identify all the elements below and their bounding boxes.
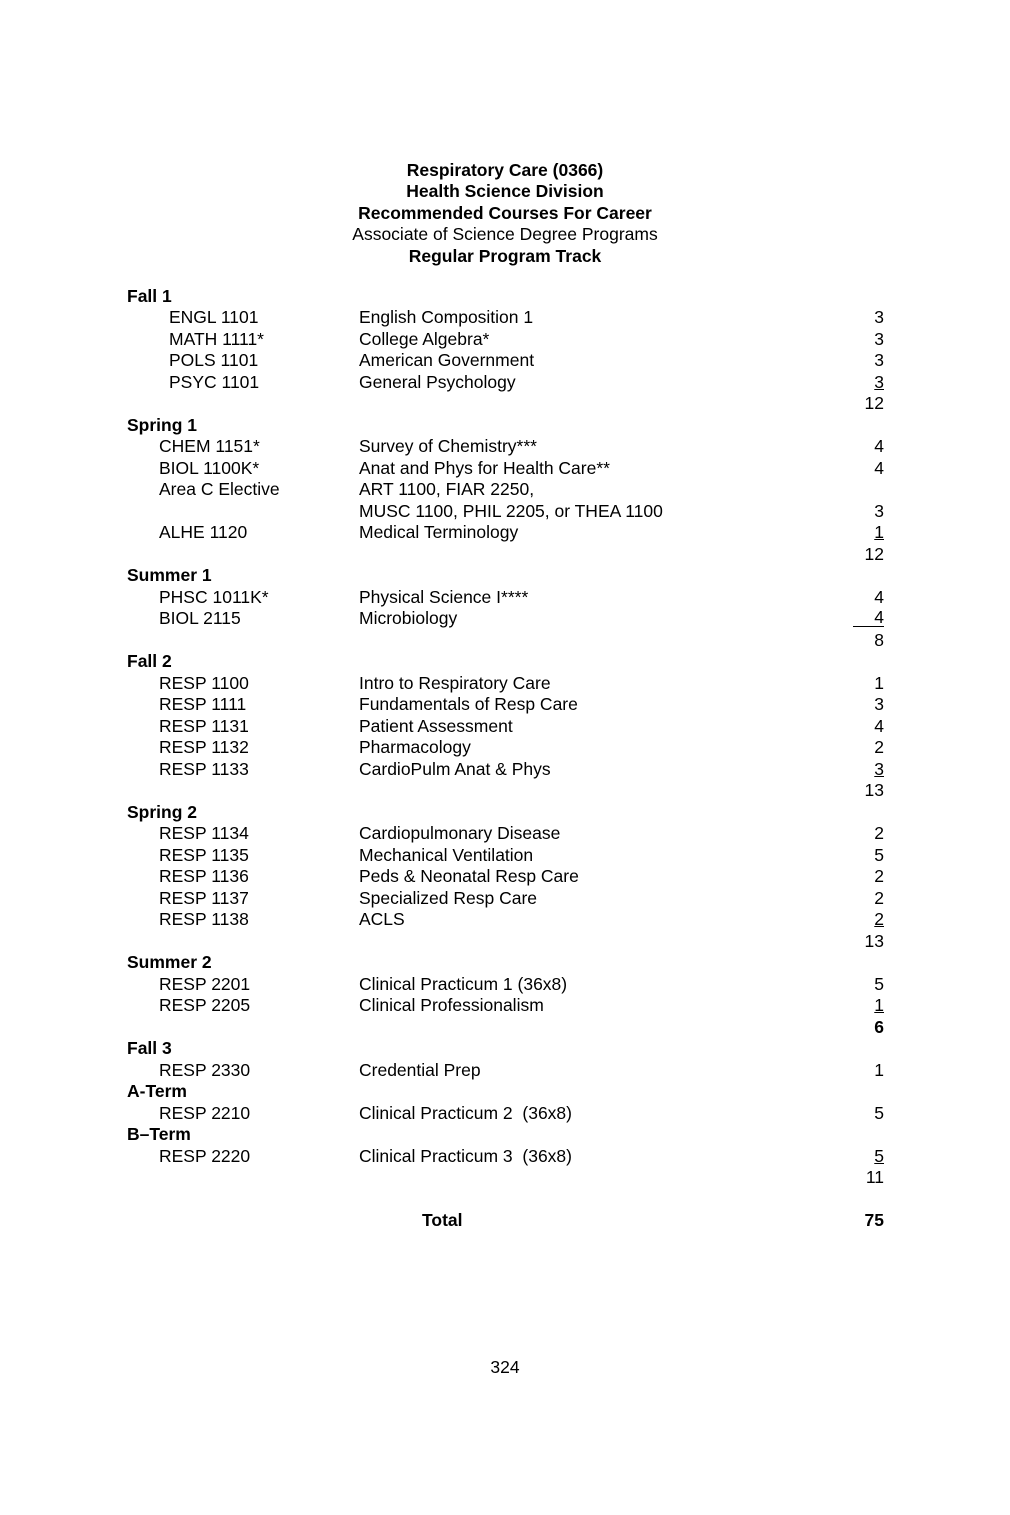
- term-heading: [0, 651, 1010, 672]
- term-label: Summer 2: [127, 952, 212, 972]
- total-value: 75: [864, 1210, 884, 1230]
- course-credits: 3: [874, 372, 884, 392]
- subtotal-row: [0, 780, 1010, 801]
- course-row: [0, 436, 1010, 457]
- course-credits: 1: [874, 995, 884, 1015]
- subtotal-row: [0, 1017, 1010, 1038]
- course-code: RESP 1137: [159, 888, 249, 908]
- course-row: [0, 350, 1010, 371]
- course-title: Patient Assessment: [359, 716, 513, 736]
- term-heading: [0, 802, 1010, 823]
- course-title: Peds & Neonatal Resp Care: [359, 866, 579, 886]
- course-row: [0, 608, 1010, 629]
- course-title: Survey of Chemistry***: [359, 436, 537, 456]
- course-row: [0, 823, 1010, 844]
- course-row: [0, 888, 1010, 909]
- course-row: [0, 974, 1010, 995]
- sub-term-label: B–Term: [127, 1124, 191, 1144]
- course-title: Clinical Professionalism: [359, 995, 544, 1015]
- course-code: RESP 1132: [159, 737, 249, 757]
- course-title: Medical Terminology: [359, 522, 519, 542]
- course-row: [0, 372, 1010, 393]
- program-title: Respiratory Care (0366): [406, 160, 604, 180]
- term-subtotal: 6: [874, 1017, 884, 1037]
- course-code: PHSC 1011K*: [159, 587, 269, 607]
- course-credits: 3: [874, 329, 884, 349]
- course-title: Credential Prep: [359, 1060, 481, 1080]
- course-row: [0, 673, 1010, 694]
- term-subtotal: 8: [874, 630, 884, 650]
- course-title: Clinical Practicum 3 (36x8): [359, 1146, 572, 1166]
- term-label: Fall 1: [127, 286, 172, 306]
- course-title: Anat and Phys for Health Care**: [359, 458, 610, 478]
- course-row: [0, 716, 1010, 737]
- course-code: RESP 1131: [159, 716, 249, 736]
- course-credits: 1: [874, 1060, 884, 1080]
- term-heading: [0, 286, 1010, 307]
- term-heading: [0, 415, 1010, 436]
- subtotal-row: [0, 1167, 1010, 1188]
- course-credits: 2: [874, 823, 884, 843]
- sub-term-heading: [0, 1081, 1010, 1102]
- course-title: Intro to Respiratory Care: [359, 673, 551, 693]
- course-row: [0, 995, 1010, 1016]
- document-title: Recommended Courses For Career: [358, 202, 652, 223]
- course-code: CHEM 1151*: [159, 436, 260, 456]
- course-code: BIOL 1100K*: [159, 458, 260, 478]
- course-credits: 4: [874, 436, 884, 456]
- term-heading: [0, 565, 1010, 586]
- course-title: Mechanical Ventilation: [359, 845, 534, 865]
- course-code: Area C Elective: [159, 479, 280, 499]
- course-title: Pharmacology: [359, 737, 471, 757]
- course-title: English Composition 1: [359, 307, 534, 327]
- course-title: General Psychology: [359, 372, 516, 392]
- course-credits: 2: [874, 888, 884, 908]
- course-code: RESP 2201: [159, 974, 251, 994]
- course-credits: 3: [874, 694, 884, 714]
- course-code: RESP 2330: [159, 1060, 251, 1080]
- subtotal-row: [0, 393, 1010, 414]
- course-code: RESP 1134: [159, 823, 249, 843]
- course-row: [0, 479, 1010, 500]
- total-row: [0, 1210, 1010, 1231]
- course-credits: 3: [874, 350, 884, 370]
- course-code: MATH 1111*: [169, 329, 264, 349]
- course-title: College Algebra*: [359, 329, 490, 349]
- subtotal-row: [0, 630, 1010, 651]
- course-credits: 4: [874, 458, 884, 478]
- subtotal-row: [0, 931, 1010, 952]
- course-row: [0, 866, 1010, 887]
- term-subtotal: 12: [864, 393, 884, 413]
- course-credits: 3: [874, 307, 884, 327]
- course-credits: 5: [874, 974, 884, 994]
- course-code: RESP 1100: [159, 673, 249, 693]
- page-number: 324: [490, 1357, 520, 1377]
- course-title: Fundamentals of Resp Care: [359, 694, 578, 714]
- course-credits: 2: [874, 909, 884, 929]
- course-title: ART 1100, FIAR 2250,: [359, 479, 535, 499]
- course-code: RESP 2220: [159, 1146, 251, 1166]
- course-code: RESP 2205: [159, 995, 251, 1015]
- course-title: Microbiology: [359, 608, 458, 628]
- course-title: Clinical Practicum 2 (36x8): [359, 1103, 572, 1123]
- course-credits: 5: [874, 1103, 884, 1123]
- course-title: Physical Science I****: [359, 587, 529, 607]
- course-credits: 5: [874, 845, 884, 865]
- course-code: ALHE 1120: [159, 522, 248, 542]
- degree-type: Associate of Science Degree Programs: [352, 224, 658, 245]
- course-row: [0, 759, 1010, 780]
- course-title-continued: MUSC 1100, PHIL 2205, or THEA 1100: [359, 501, 663, 521]
- course-credits: 3: [874, 501, 884, 521]
- course-row: [0, 458, 1010, 479]
- course-row: [0, 737, 1010, 758]
- course-credits: 1: [874, 673, 884, 693]
- course-credits: 1: [874, 522, 884, 542]
- course-title: American Government: [359, 350, 535, 370]
- course-title: ACLS: [359, 909, 405, 929]
- division-name: Health Science Division: [406, 181, 604, 202]
- term-label: Spring 2: [127, 802, 198, 822]
- term-label: Summer 1: [127, 565, 212, 585]
- course-row: [0, 845, 1010, 866]
- course-title: Specialized Resp Care: [359, 888, 538, 908]
- course-code: RESP 1136: [159, 866, 249, 886]
- sub-term-heading: [0, 1124, 1010, 1145]
- course-code: RESP 2210: [159, 1103, 251, 1123]
- course-title: CardioPulm Anat & Phys: [359, 759, 551, 779]
- course-title: Clinical Practicum 1 (36x8): [359, 974, 568, 994]
- course-credits: 5: [874, 1146, 884, 1166]
- total-label: Total: [422, 1210, 463, 1230]
- subtotal-row: [0, 544, 1010, 565]
- term-subtotal: 12: [864, 544, 884, 564]
- course-row: [0, 694, 1010, 715]
- course-code: POLS 1101: [169, 350, 259, 370]
- course-credits: 3: [874, 759, 884, 779]
- course-code: RESP 1135: [159, 845, 249, 865]
- course-row: [0, 587, 1010, 608]
- program-track: Regular Program Track: [408, 245, 602, 266]
- course-code: RESP 1133: [159, 759, 249, 779]
- course-row: [0, 307, 1010, 328]
- sub-term-label: A-Term: [127, 1081, 187, 1101]
- term-heading: [0, 1038, 1010, 1059]
- term-label: Fall 2: [127, 651, 172, 671]
- course-code: RESP 1138: [159, 909, 249, 929]
- course-row: [0, 329, 1010, 350]
- course-row: [0, 909, 1010, 930]
- course-code: BIOL 2115: [159, 608, 241, 628]
- course-title: Cardiopulmonary Disease: [359, 823, 561, 843]
- term-subtotal: 11: [865, 1167, 884, 1187]
- course-row-continued: [0, 501, 1010, 522]
- term-label: Spring 1: [127, 415, 198, 435]
- course-code: RESP 1111: [159, 694, 247, 714]
- course-row: [0, 1060, 1010, 1081]
- term-label: Fall 3: [127, 1038, 172, 1058]
- course-credits: 2: [874, 866, 884, 886]
- course-code: PSYC 1101: [169, 372, 260, 392]
- course-row: [0, 1146, 1010, 1167]
- document-header: [0, 160, 1010, 267]
- course-credits: 2: [874, 737, 884, 757]
- course-row: [0, 1103, 1010, 1124]
- course-credits: 4: [874, 587, 884, 607]
- course-credits: 4: [874, 716, 884, 736]
- term-heading: [0, 952, 1010, 973]
- course-credits: 4: [853, 608, 884, 627]
- course-code: ENGL 1101: [169, 307, 259, 327]
- term-subtotal: 13: [864, 780, 884, 800]
- course-row: [0, 522, 1010, 543]
- term-subtotal: 13: [864, 931, 884, 951]
